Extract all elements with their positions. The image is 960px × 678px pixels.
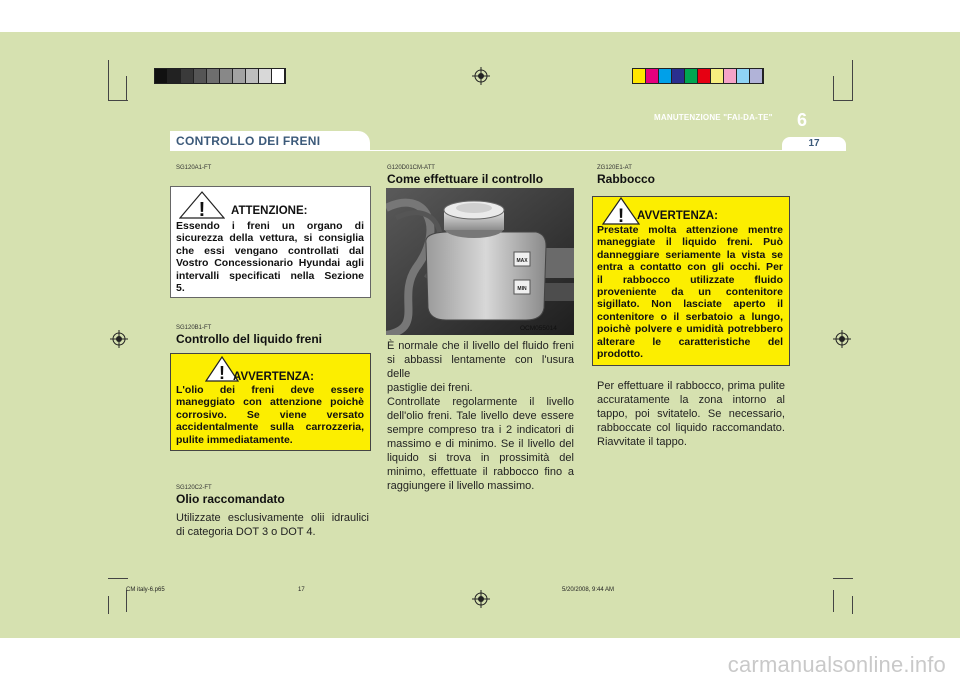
- warning-text: Prestate molta attenzione mentre maneggiate il liquido freni. Può danneggiare seriamente la vista se entra a contatto con gli occhi. Per il rabbocco utilizzate fluido proveniente da un contenitore sigillato. Non lasciate aperto il contenitore o il serbatoio a lungo, poichè polvere e umidità potrebbero alterare le caratteristiche del prodotto.: [597, 224, 783, 361]
- grey-swatch: [246, 69, 258, 83]
- section-title: CONTROLLO DEI FRENI: [176, 134, 321, 148]
- grey-swatch: [168, 69, 180, 83]
- color-swatch: [737, 69, 749, 83]
- attention-title: ATTENZIONE:: [231, 205, 308, 217]
- color-calibration-bar: [632, 68, 764, 84]
- color-swatch: [659, 69, 671, 83]
- section-code: SG120B1-FT: [176, 325, 212, 331]
- recommended-oil-text: Utilizzate esclusivamente olii idraulici di categoria DOT 3 o DOT 4.: [176, 512, 369, 538]
- section-code: SG120A1-FT: [176, 165, 212, 171]
- color-swatch: [750, 69, 762, 83]
- warning-title: AVVERTENZA:: [637, 210, 718, 222]
- svg-text:!: !: [617, 206, 625, 225]
- registration-mark-icon: [833, 330, 851, 348]
- warning-box: [170, 353, 371, 451]
- attention-text: Essendo i freni un organo di sicurezza della vettura, si consiglia che essi vengano controllati dal Vostro Concessionario Hyundai agli intervalli specificati nella Sezione 5.: [176, 220, 364, 295]
- grey-swatch: [272, 69, 284, 83]
- attention-box: [170, 186, 371, 298]
- registration-mark-icon: [472, 67, 490, 85]
- page-number-tab: [782, 137, 846, 151]
- grey-calibration-bar: [154, 68, 286, 84]
- max-mark-label: MAX: [516, 258, 528, 264]
- grey-swatch: [181, 69, 193, 83]
- grey-swatch: [259, 69, 271, 83]
- header-rule: [170, 150, 846, 151]
- heading-brake-fluid-check: Controllo del liquido freni: [176, 332, 322, 346]
- warning-triangle-icon: [602, 197, 640, 225]
- footer-page: 17: [298, 587, 305, 593]
- section-code: G120D01CM-ATT: [387, 165, 435, 171]
- how-to-check-text: È normale che il livello del fluido freni si abbassi lentamente con l'usura delle pastiglie dei freni. Controllate regolarmente il livello dell'olio freni. Tale livello deve essere sempre compreso tra i 2 indicatori di massimo e di minimo. Se il livello del liquido si trova in prossimità del minimo, effettuate il rabbocco fino a raggiungere il livello massimo.: [387, 340, 574, 492]
- grey-swatch: [155, 69, 167, 83]
- color-swatch: [672, 69, 684, 83]
- footer-file: CM italy-6.p65: [126, 587, 165, 593]
- color-swatch: [724, 69, 736, 83]
- grey-swatch: [194, 69, 206, 83]
- heading-how-to-check: Come effettuare il controllo: [387, 172, 544, 186]
- color-swatch: [633, 69, 645, 83]
- photo-code: OCM055014: [520, 325, 557, 332]
- section-code: ZG120E1-AT: [597, 165, 632, 171]
- page-number: 17: [808, 138, 820, 149]
- warning-text: L'olio dei freni deve essere maneggiato con attenzione poichè corrosivo. Se viene versato accidentalmente sulla carrozzeria, pulite immediatamente.: [176, 384, 364, 446]
- warning-triangle-icon: [179, 191, 225, 219]
- color-swatch: [685, 69, 697, 83]
- top-up-text: Per effettuare il rabbocco, prima pulite accuratamente la zona intorno al tappo, poi svitatelo. Se necessario, rabboccate col liquido raccomandato. Riavvitate il tappo.: [597, 380, 785, 448]
- color-swatch: [711, 69, 723, 83]
- min-mark-label: MIN: [517, 286, 527, 292]
- section-code: SG120C2-FT: [176, 485, 212, 491]
- grey-swatch: [233, 69, 245, 83]
- svg-text:!: !: [198, 199, 206, 219]
- heading-top-up: Rabbocco: [597, 172, 656, 186]
- watermark: carmanualsonline.info: [727, 652, 946, 677]
- section-title-tab: [170, 131, 370, 151]
- warning-box: [592, 196, 790, 366]
- grey-swatch: [207, 69, 219, 83]
- registration-mark-icon: [110, 330, 128, 348]
- svg-text:!: !: [219, 363, 225, 382]
- color-swatch: [646, 69, 658, 83]
- warning-title: AVVERTENZA:: [233, 371, 314, 383]
- color-swatch: [698, 69, 710, 83]
- footer-date: 5/20/2008, 9:44 AM: [562, 587, 615, 593]
- brake-fluid-reservoir-photo: [386, 188, 574, 335]
- chapter-label: MANUTENZIONE "FAI-DA-TE": [654, 113, 773, 122]
- manual-page: [0, 32, 960, 638]
- heading-recommended-oil: Olio raccomandato: [176, 492, 285, 506]
- chapter-number: 6: [797, 110, 808, 130]
- grey-swatch: [220, 69, 232, 83]
- registration-mark-icon: [472, 590, 490, 608]
